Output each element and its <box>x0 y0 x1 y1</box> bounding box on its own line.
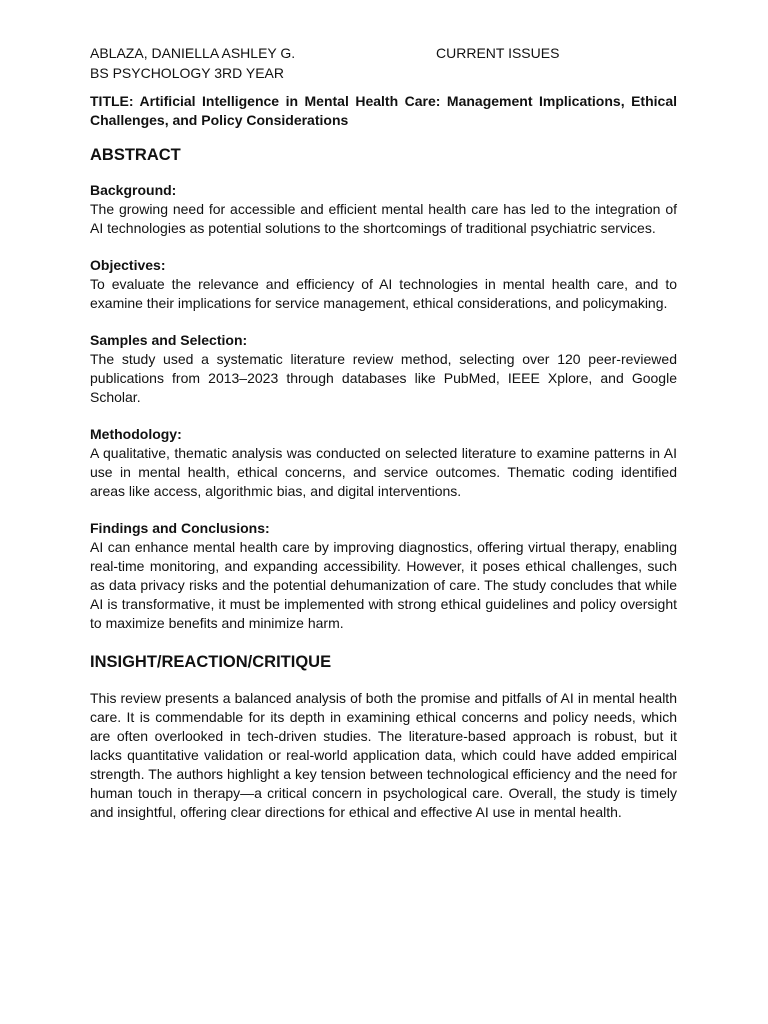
section-text: The growing need for accessible and efficient mental health care has led to the integration of AI technologies as potential solutions to the shortcomings of traditional psychiatric services. <box>90 201 677 236</box>
document-page <box>90 44 677 822</box>
section-text: A qualitative, thematic analysis was conducted on selected literature to examine patterns in AI use in mental health, ethical concerns, and service outcomes. Thematic coding identified areas like access, algorithmic bias, and digital interventions. <box>90 445 677 499</box>
section-label: Samples and Selection: <box>90 332 248 348</box>
section-label: Objectives: <box>90 257 166 273</box>
document-title: TITLE: Artificial Intelligence in Mental Health Care: Management Implications, Ethical Challenges, and Policy Considerations <box>90 93 677 128</box>
abstract-section-methodology <box>90 425 677 501</box>
abstract-section-objectives <box>90 256 677 313</box>
abstract-heading: ABSTRACT <box>90 146 181 164</box>
critique-text: This review presents a balanced analysis of both the promise and pitfalls of AI in mental health care. It is commendable for its depth in examining ethical concerns and policy needs, which are often overlooked in tech-driven studies. The literature-based approach is robust, but it lacks quantitative validation or real-world application data, which could have added empirical strength. The authors highlight a key tension between technological efficiency and the need for human touch in therapy—a critical concern in psychological care. Overall, the study is timely and insightful, offering clear directions for ethical and effective AI use in mental health. <box>90 690 677 820</box>
section-text: To evaluate the relevance and efficiency of AI technologies in mental health care, and to examine their implications for service management, ethical considerations, and policymaking. <box>90 276 677 311</box>
student-program: BS PSYCHOLOGY 3RD YEAR <box>90 65 284 81</box>
header-row <box>90 44 677 63</box>
abstract-section-samples <box>90 331 677 407</box>
abstract-section-background <box>90 181 677 238</box>
section-text: AI can enhance mental health care by improving diagnostics, offering virtual therapy, enabling real-time monitoring, and expanding accessibility. However, it poses ethical challenges, such as data privacy risks and the potential dehumanization of care. The study concludes that while AI is transformative, it must be implemented with strong ethical guidelines and policy oversight to maximize benefits and minimize harm. <box>90 539 677 631</box>
section-text: The study used a systematic literature review method, selecting over 120 peer-reviewed publications from 2013–2023 through databases like PubMed, IEEE Xplore, and Google Scholar. <box>90 351 677 405</box>
section-label: Methodology: <box>90 426 182 442</box>
section-label: Findings and Conclusions: <box>90 520 270 536</box>
student-name: ABLAZA, DANIELLA ASHLEY G. <box>90 45 296 61</box>
section-label: Background: <box>90 182 177 198</box>
abstract-section-findings <box>90 519 677 633</box>
course-name: CURRENT ISSUES <box>436 45 560 61</box>
critique-heading: INSIGHT/REACTION/CRITIQUE <box>90 653 332 671</box>
